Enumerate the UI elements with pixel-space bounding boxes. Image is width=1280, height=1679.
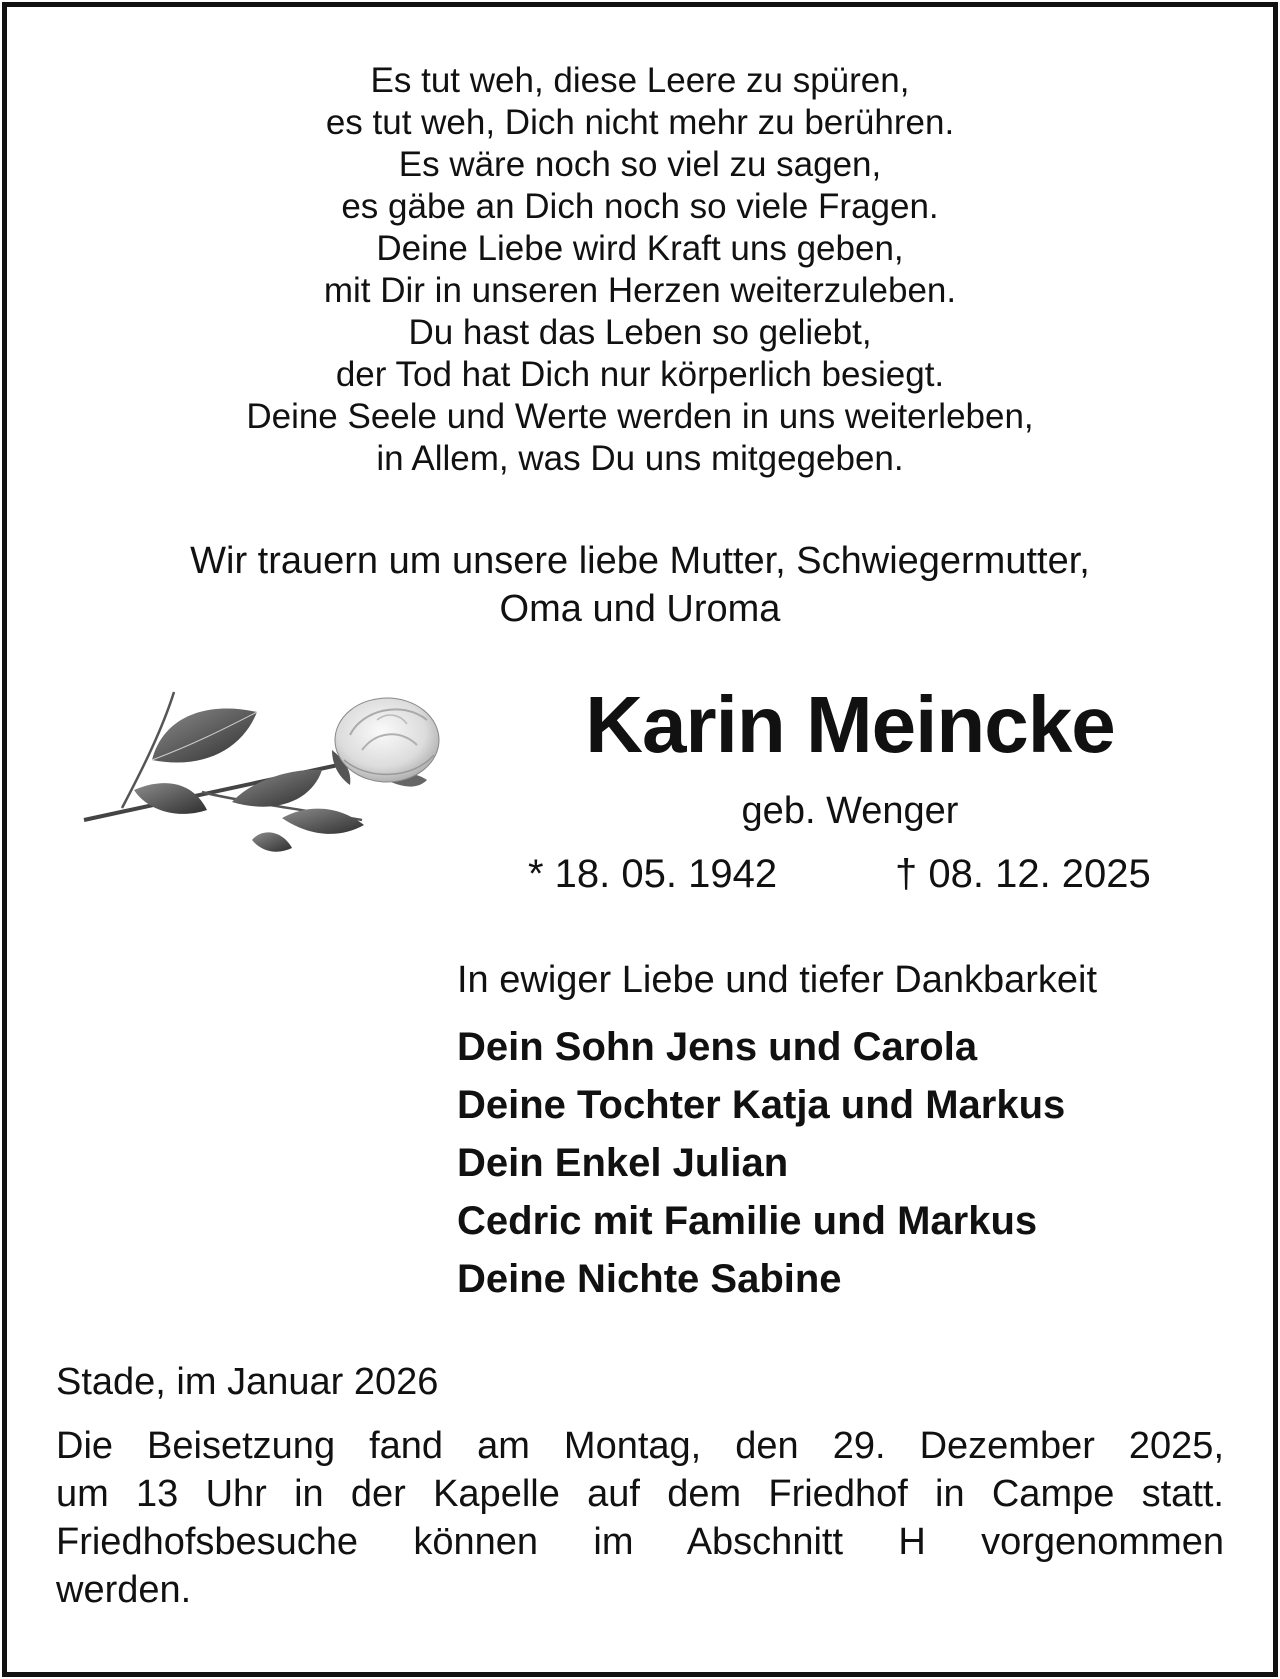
poem	[0, 60, 1280, 480]
poem-line: mit Dir in unseren Herzen weiterzuleben.	[323, 271, 957, 310]
poem-line: Du hast das Leben so geliebt,	[408, 313, 872, 352]
mourner: Dein Sohn Jens und Carola	[457, 1025, 978, 1069]
burial-line: um 13 Uhr in der Kapelle auf dem Friedhof in Campe statt.	[56, 1473, 1224, 1515]
burial-line: Friedhofsbesuche können im Abschnitt H vorgenommen	[56, 1521, 1224, 1563]
mourners-list	[457, 1018, 1065, 1308]
death-date: † 08. 12. 2025	[895, 852, 1151, 896]
poem-line: in Allem, was Du uns mitgegeben.	[376, 439, 904, 478]
mourner: Deine Nichte Sabine	[457, 1257, 842, 1301]
poem-line: es tut weh, Dich nicht mehr zu berühren.	[325, 103, 955, 142]
rose-icon	[82, 690, 462, 860]
burial-line: Die Beisetzung fand am Montag, den 29. Dezember 2025,	[56, 1425, 1224, 1467]
poem-line: Deine Seele und Werte werden in uns weiterleben,	[246, 397, 1034, 436]
burial-notice	[56, 1422, 1224, 1614]
mourning-intro	[0, 537, 1280, 633]
poem-line: Deine Liebe wird Kraft uns geben,	[376, 229, 904, 268]
deceased-name: Karin Meincke	[585, 680, 1115, 769]
mourner: Deine Tochter Katja und Markus	[457, 1083, 1066, 1127]
maiden-name: geb. Wenger	[741, 790, 959, 832]
dedication: In ewiger Liebe und tiefer Dankbarkeit	[457, 959, 1098, 1001]
poem-line: der Tod hat Dich nur körperlich besiegt.	[335, 355, 945, 394]
poem-line: Es wäre noch so viel zu sagen,	[398, 145, 882, 184]
poem-line: Es tut weh, diese Leere zu spüren,	[370, 61, 910, 100]
birth-date: * 18. 05. 1942	[528, 852, 778, 896]
intro-line: Oma und Uroma	[499, 588, 781, 630]
intro-line: Wir trauern um unsere liebe Mutter, Schwiegermutter,	[190, 540, 1090, 582]
mourner: Dein Enkel Julian	[457, 1141, 789, 1185]
mourner: Cedric mit Familie und Markus	[457, 1199, 1038, 1243]
poem-line: es gäbe an Dich noch so viele Fragen.	[341, 187, 939, 226]
place-date: Stade, im Januar 2026	[56, 1361, 439, 1403]
burial-line: werden.	[56, 1569, 192, 1611]
